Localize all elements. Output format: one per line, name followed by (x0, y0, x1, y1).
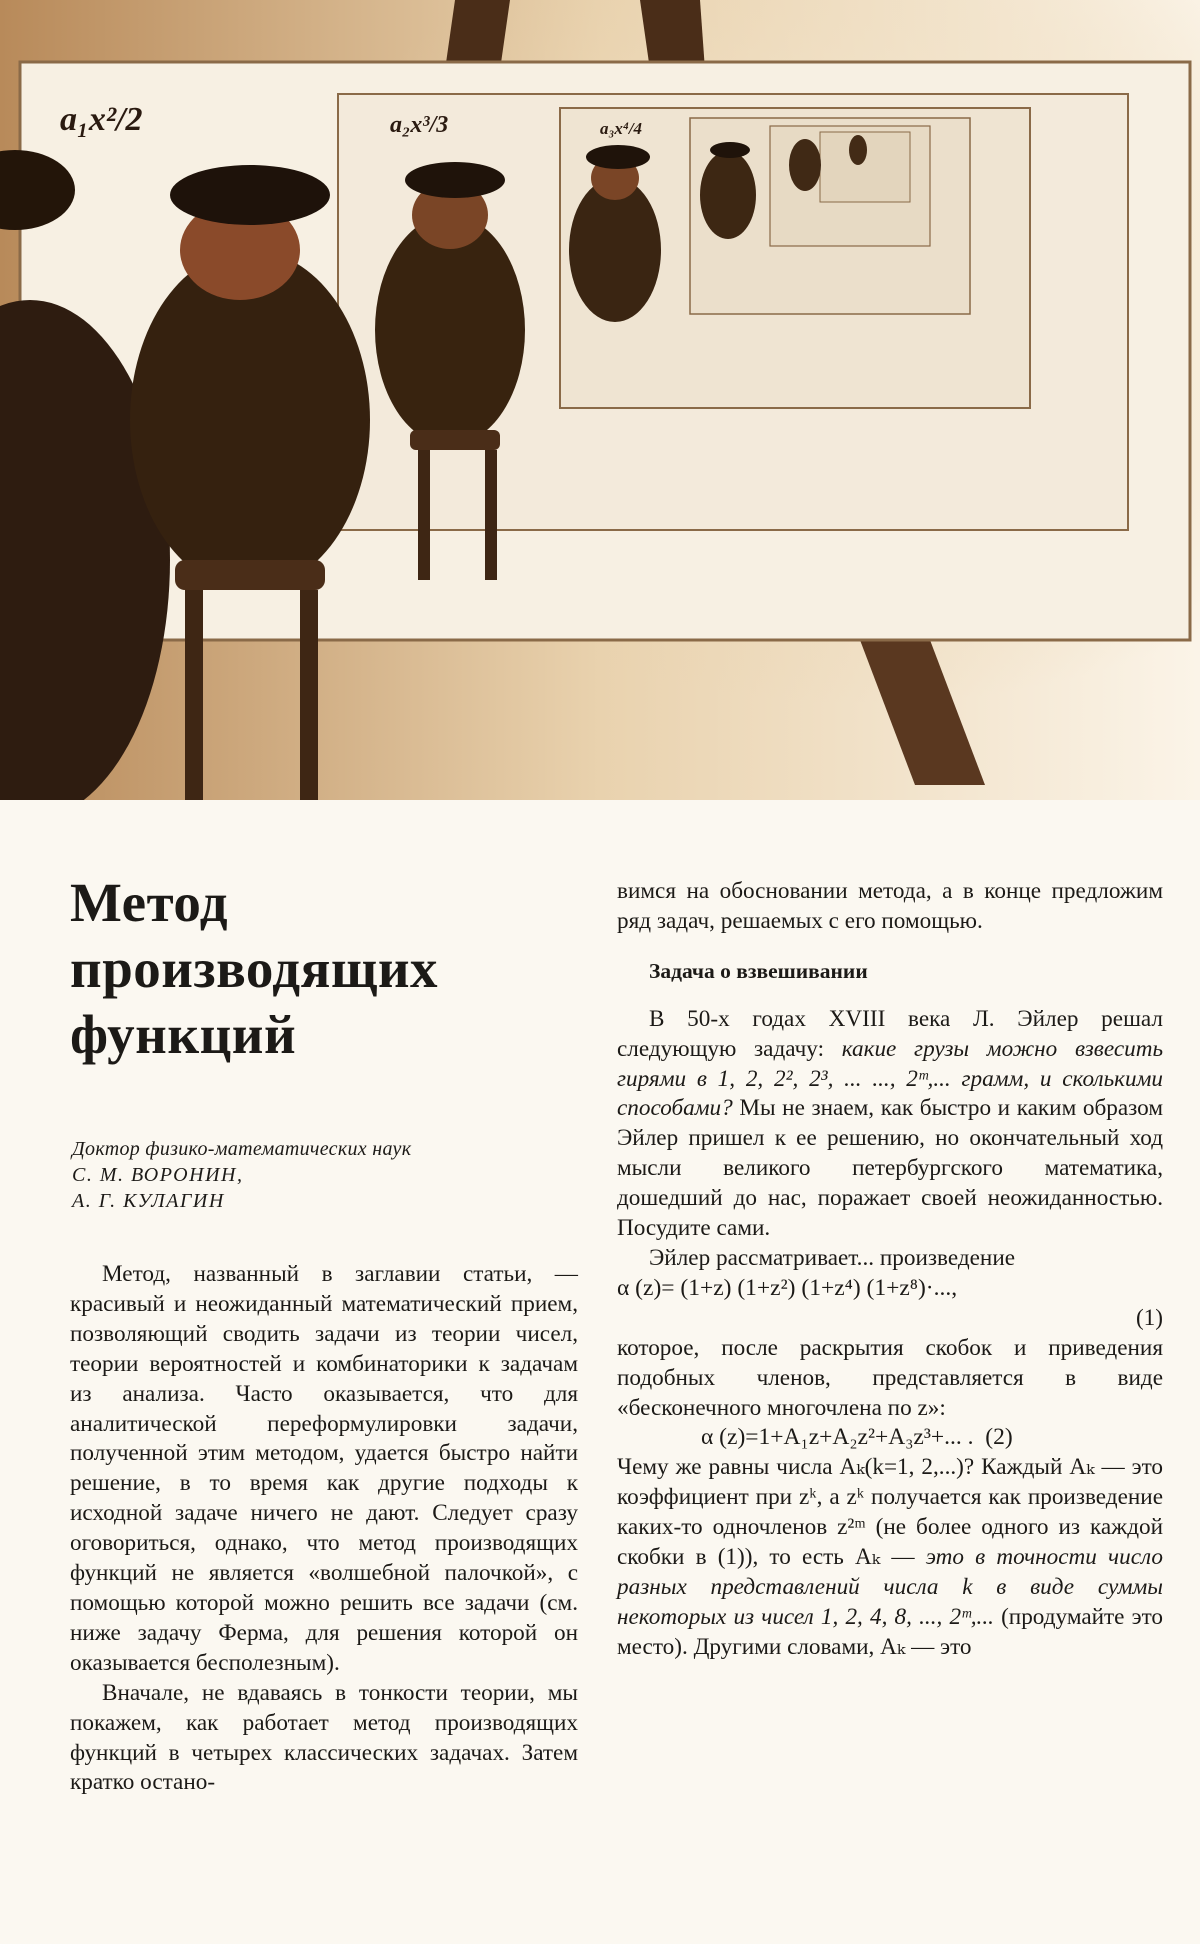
title-line: функций (70, 1004, 297, 1065)
paragraph (617, 1453, 1163, 1662)
formula-text: α (z)=1+A₁z+A₂z²+A₃z³+... . (701, 1424, 974, 1451)
paragraph: которое, после раскрытия скобок и приведения подобных членов, представляется в виде «бесконечного многочлена по z»: (617, 1334, 1163, 1421)
paragraph: вимся на обосновании метода, а в конце предложим ряд задач, решаемых с его помощью. (617, 878, 1163, 934)
title-line: Метод (70, 872, 229, 933)
emphasis-text: какие грузы можно взвесить гирями в 1, 2, 2², 2³, ... ..., 2ᵐ,... грамм, и сколькими способами? (617, 1035, 1163, 1122)
formula-1: α (z)= (1+z) (1+z²) (1+z⁴) (1+z⁸)·..., (617, 1274, 958, 1301)
easel-leg (640, 0, 705, 70)
author-name: С. М. ВОРОНИН, (72, 1164, 244, 1186)
article-title (70, 870, 530, 1068)
paragraph: Метод, названный в заглавии статьи, — красивый и неожиданный математический прием, позволяющий сводить задачи из теории чисел, теории вероятностей и комбинаторики к задачам из анализа. Часто оказывается, что для аналитической переформулировки задачи, полученной этим методом, удается быстро найти решение, в то время как другие подходы к исходной задаче ничего не дают. Следует сразу оговориться, однако, что метод производящих функций не является «волшебной палочкой», с помощью которой можно решить все задачи (см. ниже задачу Ферма, для решения которой он оказывается бесполезным). (70, 1261, 578, 1676)
author-block (72, 1136, 592, 1214)
illustration-easels (0, 0, 1200, 800)
author-affiliation: Доктор физико-математических наук (72, 1138, 412, 1160)
text-run: Мы не знаем, как быстро и каким образом Эйлер пришел к ее решению, но окончательный ход мысли великого петербургского математика, дошедший до нас, поражает своей неожиданностью. Посудите сами. (617, 1095, 1163, 1242)
easel-leg (445, 0, 510, 70)
title-line: производящих (70, 938, 439, 999)
text-run: В 50-х годах XVIII века Л. Эйлер решал следующую задачу: (617, 1005, 1163, 1062)
emphasis-text: это в точности число разных представлений числа k в виде суммы некоторых из чисел 1, 2, 4, 8, ..., 2ᵐ,... (617, 1544, 1163, 1630)
board-formula-2: a₂x³/3 (390, 112, 449, 138)
formula-2 (617, 1423, 1163, 1453)
equation-number: (2) (985, 1424, 1013, 1451)
paragraph: Вначале, не вдаваясь в тонкости теории, мы покажем, как работает метод производящих функций в четырех классических задачах. Затем кратко остано- (70, 1679, 578, 1796)
paragraph: Эйлер рассматривает... произведение (649, 1244, 1016, 1271)
text-run: (продумайте это место). Другими словами, Aₖ — это (617, 1603, 1164, 1660)
board-formula-3: a₃x⁴/4 (600, 119, 643, 138)
right-column (617, 877, 1163, 1663)
text-run: Чему же равны числа Aₖ(k=1, 2,...)? Каждый Aₖ — это коэффициент при zᵏ, а zᵏ получается как произведение каких-то одночленов z²ᵐ (не более одного из каждой скобки в (1)), то есть Aₖ — (617, 1454, 1163, 1571)
board-formula-1: a₁x²/2 (60, 101, 143, 138)
author-name: А. Г. КУЛАГИН (72, 1190, 225, 1212)
equation-number: (1) (1135, 1304, 1163, 1331)
left-column (70, 1260, 578, 1798)
section-heading: Задача о взвешивании (649, 958, 868, 983)
paragraph (617, 1005, 1163, 1244)
